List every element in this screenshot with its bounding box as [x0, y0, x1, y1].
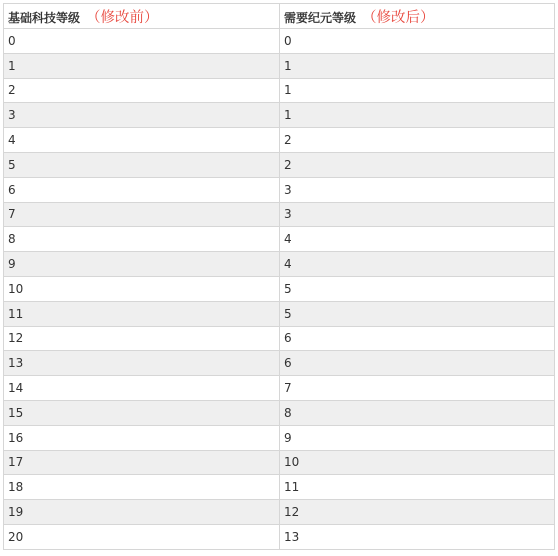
cell-base-tech-level: 9	[4, 252, 280, 277]
cell-required-era-level: 1	[280, 53, 555, 78]
header-required-era-level	[280, 4, 555, 29]
cell-required-era-level: 6	[280, 326, 555, 351]
cell-base-tech-level: 1	[4, 53, 280, 78]
table-row	[4, 202, 555, 227]
cell-base-tech-level: 17	[4, 450, 280, 475]
cell-base-tech-level: 20	[4, 524, 280, 549]
table-row	[4, 475, 555, 500]
header-label: 需要纪元等级	[284, 10, 357, 25]
cell-base-tech-level: 7	[4, 202, 280, 227]
table-row	[4, 252, 555, 277]
table-row	[4, 400, 555, 425]
table-row	[4, 500, 555, 525]
cell-base-tech-level: 4	[4, 128, 280, 153]
table-row	[4, 524, 555, 549]
cell-base-tech-level: 8	[4, 227, 280, 252]
table-row	[4, 103, 555, 128]
cell-base-tech-level: 0	[4, 29, 280, 54]
header-note: （修改后）	[362, 9, 435, 26]
table-row	[4, 301, 555, 326]
cell-base-tech-level: 12	[4, 326, 280, 351]
table-row	[4, 326, 555, 351]
cell-base-tech-level: 15	[4, 400, 280, 425]
table-row	[4, 152, 555, 177]
cell-required-era-level: 0	[280, 29, 555, 54]
table-row	[4, 78, 555, 103]
cell-base-tech-level: 3	[4, 103, 280, 128]
cell-base-tech-level: 6	[4, 177, 280, 202]
cell-base-tech-level: 19	[4, 500, 280, 525]
header-label: 基础科技等级	[8, 10, 81, 25]
cell-required-era-level: 6	[280, 351, 555, 376]
cell-required-era-level: 4	[280, 227, 555, 252]
cell-required-era-level: 13	[280, 524, 555, 549]
cell-required-era-level: 11	[280, 475, 555, 500]
cell-required-era-level: 3	[280, 177, 555, 202]
table-row	[4, 227, 555, 252]
table-row	[4, 53, 555, 78]
cell-required-era-level: 5	[280, 301, 555, 326]
table-header-row	[4, 4, 555, 29]
table-row	[4, 376, 555, 401]
cell-required-era-level: 1	[280, 103, 555, 128]
table-row	[4, 425, 555, 450]
table-row	[4, 128, 555, 153]
cell-base-tech-level: 5	[4, 152, 280, 177]
cell-base-tech-level: 11	[4, 301, 280, 326]
level-mapping-table	[3, 3, 555, 550]
cell-required-era-level: 3	[280, 202, 555, 227]
cell-required-era-level: 5	[280, 276, 555, 301]
table-container	[3, 3, 555, 550]
header-note: （修改前）	[86, 9, 159, 26]
cell-base-tech-level: 14	[4, 376, 280, 401]
table-row	[4, 177, 555, 202]
cell-required-era-level: 4	[280, 252, 555, 277]
cell-required-era-level: 2	[280, 128, 555, 153]
cell-required-era-level: 2	[280, 152, 555, 177]
cell-required-era-level: 8	[280, 400, 555, 425]
cell-base-tech-level: 16	[4, 425, 280, 450]
cell-base-tech-level: 10	[4, 276, 280, 301]
cell-base-tech-level: 18	[4, 475, 280, 500]
cell-required-era-level: 9	[280, 425, 555, 450]
cell-required-era-level: 10	[280, 450, 555, 475]
header-base-tech-level	[4, 4, 280, 29]
cell-base-tech-level: 13	[4, 351, 280, 376]
cell-base-tech-level: 2	[4, 78, 280, 103]
table-row	[4, 450, 555, 475]
cell-required-era-level: 1	[280, 78, 555, 103]
table-row	[4, 29, 555, 54]
table-row	[4, 276, 555, 301]
table-row	[4, 351, 555, 376]
cell-required-era-level: 12	[280, 500, 555, 525]
cell-required-era-level: 7	[280, 376, 555, 401]
